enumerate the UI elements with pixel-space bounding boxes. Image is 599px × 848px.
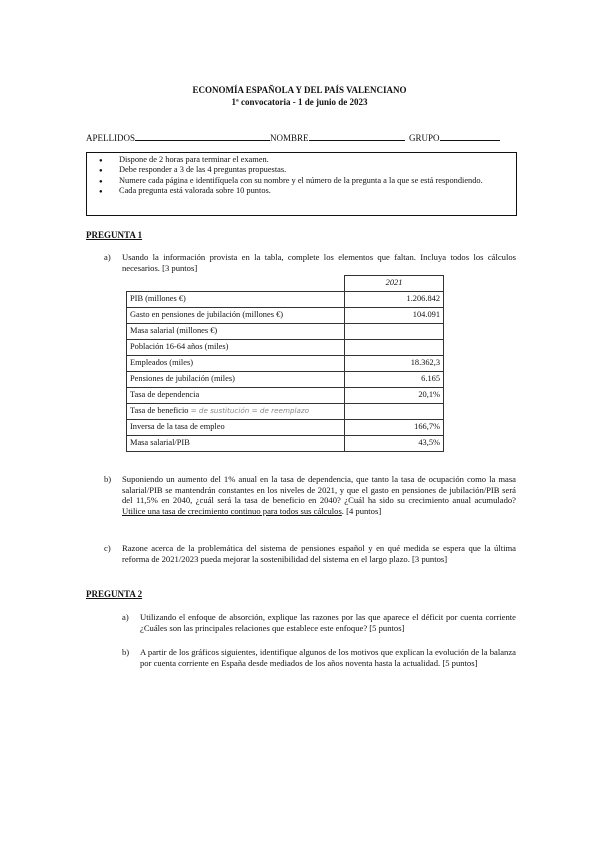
question-1a-text: Usando la información provista en la tabla, complete los elementos que faltan. Incluya todos los cálculos necesarios. [3 puntos] (122, 252, 516, 273)
question-1b-text: Suponiendo un aumento del 1% anual en la tasa de dependencia, que tanto la tasa de ocupación como la masa salarial/PIB se mantendrán constantes en los niveles de 2021, y que el gasto en pensiones de jubilación/PIB será del 11,5% en 2040, ¿cuál será la tasa de beneficio en 2040? ¿Cuál ha sido su crecimiento anual acumulado? (122, 474, 516, 506)
question-1c-text: Razone acerca de la problemática del sistema de pensiones español y en qué medida se espera que la última reforma de 2021/2023 pueda mejorar la sostenibilidad del sistema en el largo plazo. [3 puntos] (122, 543, 516, 564)
exam-subtitle: 1ª convocatoria - 1 de junio de 2023 (231, 97, 368, 107)
instruction-item: ● Dispone de 2 horas para terminar el examen. (95, 155, 510, 165)
nombre-label: NOMBRE (270, 133, 309, 143)
question-2-heading: PREGUNTA 2 (86, 589, 143, 599)
question-1c-label: c) (104, 543, 111, 553)
apellidos-blank (135, 131, 270, 141)
instructions-box (86, 152, 517, 216)
question-2b-label: b) (122, 647, 130, 657)
question-1b-underlined: Utilice una tasa de crecimiento continuo para todos sus cálculos (122, 506, 342, 517)
instruction-item: ● Debe responder a 3 de las 4 preguntas propuestas. (95, 165, 510, 175)
table-row: Tasa de dependencia 20,1% (127, 388, 444, 404)
grupo-label: GRUPO (409, 133, 440, 143)
question-1a (104, 252, 516, 273)
nombre-blank (309, 131, 405, 141)
exam-title: ECONOMÍA ESPAÑOLA Y DEL PAÍS VALENCIANO (192, 85, 407, 95)
question-1-heading: PREGUNTA 1 (86, 230, 143, 240)
table-row: PIB (millones €) 1.206.842 (127, 292, 444, 308)
student-name-row (86, 131, 516, 144)
table-row: Gasto en pensiones de jubilación (millones €) 104.091 (127, 308, 444, 324)
table-row: Masa salarial (millones €) (127, 324, 444, 340)
question-1b (104, 474, 516, 517)
pension-data-table (126, 275, 444, 452)
question-2b (122, 647, 516, 668)
table-row: Empleados (miles) 18.362,3 (127, 356, 444, 372)
question-2a-label: a) (122, 612, 129, 622)
year-header: 2021 (345, 276, 444, 292)
question-1b-tail: . [4 puntos] (341, 506, 382, 517)
table-row: Tasa de beneficio = de sustitución = de reemplazo (127, 404, 444, 420)
grupo-blank (440, 131, 500, 141)
instruction-item: ● Cada pregunta está valorada sobre 10 puntos. (95, 186, 510, 196)
table-header-row (127, 276, 444, 292)
table-row: Pensiones de jubilación (miles) 6.165 (127, 372, 444, 388)
table-row: Población 16-64 años (miles) (127, 340, 444, 356)
question-1b-label: b) (104, 474, 112, 484)
question-2a (122, 612, 516, 633)
question-2a-text: Utilizando el enfoque de absorción, explique las razones por las que aparece el déficit por cuenta corriente ¿Cuáles son las principales relaciones que establece este enfoque? [5 puntos] (140, 612, 516, 633)
question-2b-text: A partir de los gráficos siguientes, identifique algunos de los motivos que explican la evolución de la balanza por cuenta corriente en España desde mediados de los años noventa hasta la actualidad. [5 puntos] (140, 647, 516, 668)
table-row: Inversa de la tasa de empleo 166,7% (127, 420, 444, 436)
table-row: Masa salarial/PIB 43,5% (127, 436, 444, 452)
question-1a-label: a) (104, 252, 111, 262)
handwritten-note: = de sustitución = de reemplazo (190, 406, 310, 416)
instruction-item: ● Numere cada página e identifíquela con su nombre y el número de la pregunta a la que se está respondiendo. (95, 176, 510, 186)
question-1c (104, 543, 516, 564)
apellidos-label: APELLIDOS (86, 133, 135, 143)
